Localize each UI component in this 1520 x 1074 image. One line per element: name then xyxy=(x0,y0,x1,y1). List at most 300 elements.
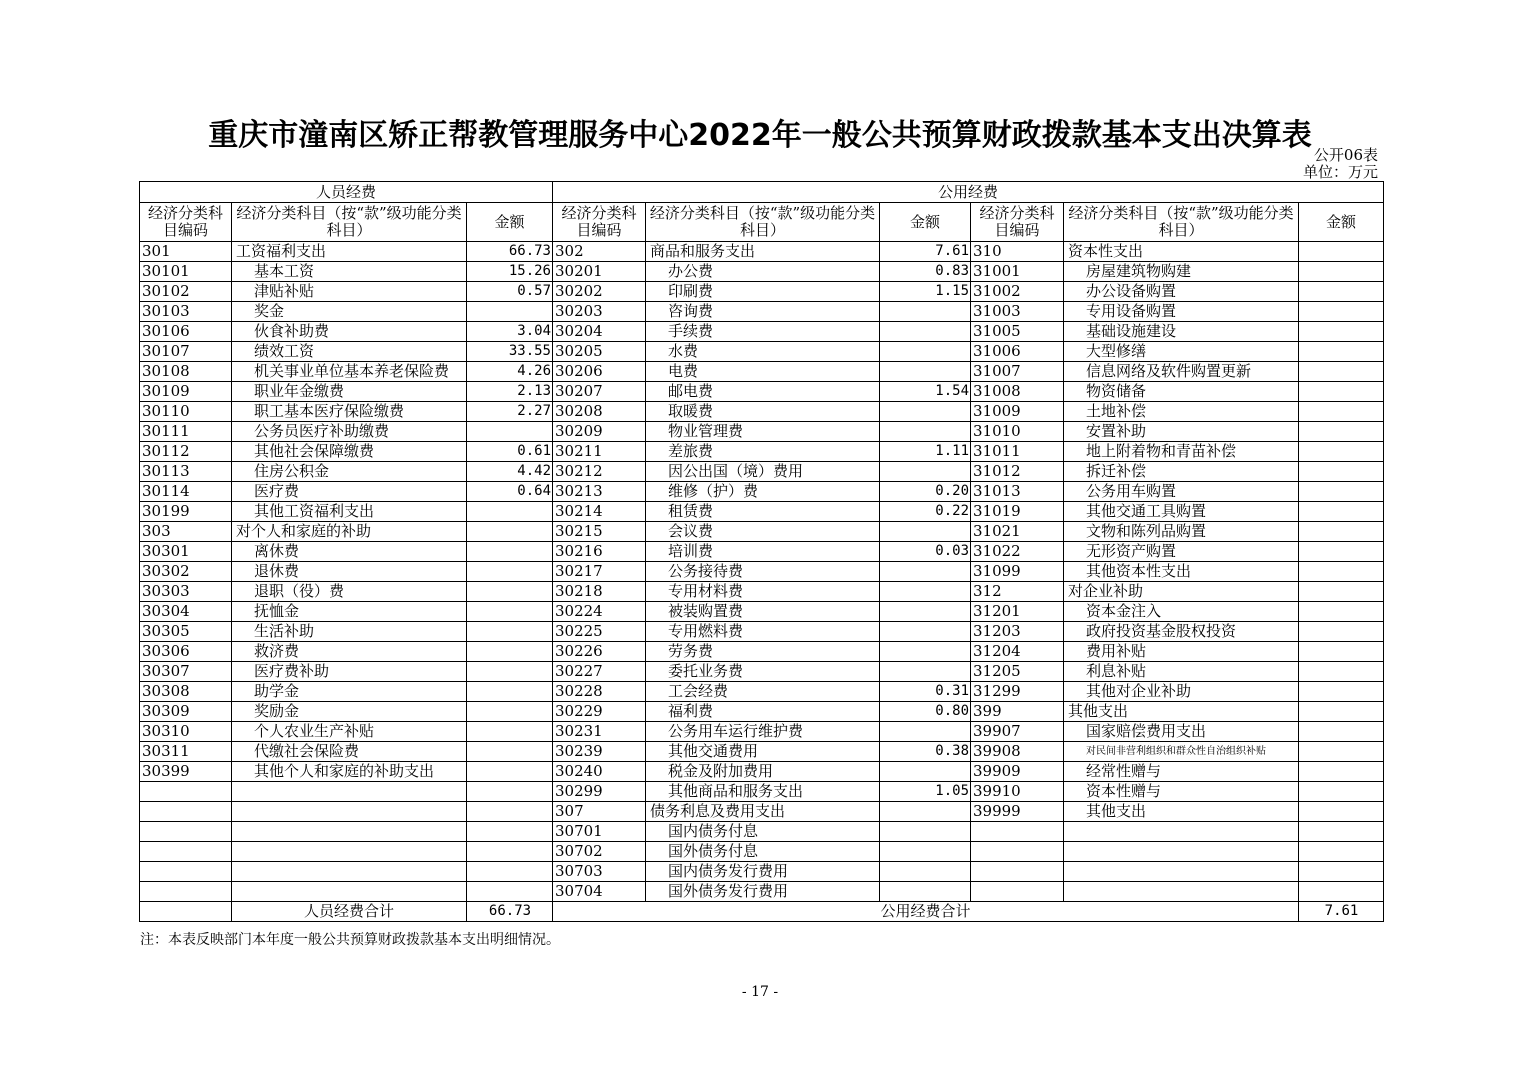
personnel-total-label: 人员经费合计 xyxy=(232,902,467,922)
code-cell: 30303 xyxy=(140,582,232,602)
code-cell: 30239 xyxy=(553,742,646,762)
code-cell: 30216 xyxy=(553,542,646,562)
amount-cell xyxy=(880,802,971,822)
item-name-cell: 其他个人和家庭的补助支出 xyxy=(232,762,467,782)
expenditure-table xyxy=(139,181,1384,922)
amount-cell xyxy=(467,622,553,642)
amount-cell xyxy=(467,642,553,662)
header-code: 经济分类科目编码 xyxy=(140,203,232,242)
amount-cell xyxy=(1299,882,1384,902)
code-cell: 30399 xyxy=(140,762,232,782)
amount-cell xyxy=(1299,822,1384,842)
unit-label: 单位：万元 xyxy=(1302,163,1378,181)
item-name-cell: 安置补助 xyxy=(1064,422,1299,442)
code-cell: 39907 xyxy=(971,722,1064,742)
code-cell xyxy=(140,842,232,862)
code-cell: 31299 xyxy=(971,682,1064,702)
amount-cell xyxy=(467,662,553,682)
amount-cell xyxy=(880,422,971,442)
table-note: 注：本表反映部门本年度一般公共预算财政拨款基本支出明细情况。 xyxy=(140,932,560,948)
item-name-cell: 国外债务付息 xyxy=(646,842,880,862)
item-name-cell: 因公出国（境）费用 xyxy=(646,462,880,482)
amount-cell xyxy=(467,742,553,762)
amount-cell: 1.05 xyxy=(880,782,971,802)
amount-cell xyxy=(467,882,553,902)
amount-cell xyxy=(880,882,971,902)
item-name-cell: 经常性赠与 xyxy=(1064,762,1299,782)
item-name-cell: 培训费 xyxy=(646,542,880,562)
code-cell: 30217 xyxy=(553,562,646,582)
item-name-cell: 奖金 xyxy=(232,302,467,322)
code-cell: 31019 xyxy=(971,502,1064,522)
code-cell: 31007 xyxy=(971,362,1064,382)
item-name-cell: 土地补偿 xyxy=(1064,402,1299,422)
item-name-cell: 大型修缮 xyxy=(1064,342,1299,362)
amount-cell xyxy=(1299,742,1384,762)
amount-cell xyxy=(1299,482,1384,502)
amount-cell xyxy=(1299,462,1384,482)
amount-cell: 0.38 xyxy=(880,742,971,762)
code-cell: 30203 xyxy=(553,302,646,322)
item-name-cell: 其他社会保障缴费 xyxy=(232,442,467,462)
amount-cell xyxy=(1299,662,1384,682)
amount-cell: 4.42 xyxy=(467,462,553,482)
table-row xyxy=(140,502,1384,522)
item-name-cell: 专用材料费 xyxy=(646,582,880,602)
item-name-cell xyxy=(232,802,467,822)
table-row xyxy=(140,282,1384,302)
amount-cell xyxy=(1299,242,1384,262)
code-cell xyxy=(140,862,232,882)
item-name-cell: 其他交通费用 xyxy=(646,742,880,762)
amount-cell xyxy=(1299,642,1384,662)
code-cell: 30704 xyxy=(553,882,646,902)
amount-cell xyxy=(1299,362,1384,382)
item-name-cell: 地上附着物和青苗补偿 xyxy=(1064,442,1299,462)
item-name-cell: 差旅费 xyxy=(646,442,880,462)
amount-cell xyxy=(880,302,971,322)
amount-cell: 1.11 xyxy=(880,442,971,462)
amount-cell: 0.61 xyxy=(467,442,553,462)
item-name-cell xyxy=(1064,882,1299,902)
item-name-cell xyxy=(232,782,467,802)
code-cell: 39909 xyxy=(971,762,1064,782)
amount-cell xyxy=(880,322,971,342)
item-name-cell: 资本金注入 xyxy=(1064,602,1299,622)
amount-cell xyxy=(467,862,553,882)
amount-cell xyxy=(880,602,971,622)
code-cell: 31010 xyxy=(971,422,1064,442)
code-cell xyxy=(971,862,1064,882)
item-name-cell: 工会经费 xyxy=(646,682,880,702)
code-cell: 30110 xyxy=(140,402,232,422)
amount-cell xyxy=(467,582,553,602)
code-cell: 30214 xyxy=(553,502,646,522)
item-name-cell: 对民间非营利组织和群众性自治组织补贴 xyxy=(1064,742,1299,762)
item-name-cell: 国家赔偿费用支出 xyxy=(1064,722,1299,742)
table-row xyxy=(140,842,1384,862)
amount-cell xyxy=(1299,502,1384,522)
header-amount: 金额 xyxy=(1299,203,1384,242)
amount-cell: 0.83 xyxy=(880,262,971,282)
header-code: 经济分类科目编码 xyxy=(971,203,1064,242)
code-cell: 30225 xyxy=(553,622,646,642)
table-row xyxy=(140,402,1384,422)
amount-cell: 0.64 xyxy=(467,482,553,502)
code-cell xyxy=(971,822,1064,842)
code-cell: 31201 xyxy=(971,602,1064,622)
table-row xyxy=(140,702,1384,722)
item-name-cell: 救济费 xyxy=(232,642,467,662)
amount-cell xyxy=(467,722,553,742)
amount-cell: 4.26 xyxy=(467,362,553,382)
table-row xyxy=(140,562,1384,582)
item-name-cell xyxy=(232,862,467,882)
code-cell: 31009 xyxy=(971,402,1064,422)
table-row xyxy=(140,782,1384,802)
code-cell: 30226 xyxy=(553,642,646,662)
public-total-amount: 7.61 xyxy=(1299,902,1384,922)
code-cell: 31012 xyxy=(971,462,1064,482)
item-name-cell xyxy=(1064,862,1299,882)
code-cell: 30211 xyxy=(553,442,646,462)
code-cell: 30114 xyxy=(140,482,232,502)
amount-cell xyxy=(1299,542,1384,562)
amount-cell xyxy=(467,802,553,822)
item-name-cell xyxy=(232,842,467,862)
amount-cell xyxy=(880,362,971,382)
code-cell: 399 xyxy=(971,702,1064,722)
code-cell: 30107 xyxy=(140,342,232,362)
amount-cell xyxy=(880,582,971,602)
item-name-cell: 印刷费 xyxy=(646,282,880,302)
amount-cell xyxy=(467,522,553,542)
item-name-cell: 办公设备购置 xyxy=(1064,282,1299,302)
amount-cell xyxy=(1299,522,1384,542)
amount-cell xyxy=(467,682,553,702)
table-row xyxy=(140,862,1384,882)
code-cell xyxy=(140,782,232,802)
amount-cell xyxy=(1299,442,1384,462)
item-name-cell: 其他工资福利支出 xyxy=(232,502,467,522)
item-name-cell: 国内债务付息 xyxy=(646,822,880,842)
code-cell: 307 xyxy=(553,802,646,822)
amount-cell: 1.15 xyxy=(880,282,971,302)
table-row xyxy=(140,622,1384,642)
amount-cell: 2.13 xyxy=(467,382,553,402)
code-cell: 30311 xyxy=(140,742,232,762)
amount-cell xyxy=(1299,342,1384,362)
item-name-cell: 资本性赠与 xyxy=(1064,782,1299,802)
code-cell: 30111 xyxy=(140,422,232,442)
amount-cell xyxy=(880,462,971,482)
table-row xyxy=(140,302,1384,322)
item-name-cell: 物业管理费 xyxy=(646,422,880,442)
item-name-cell: 职业年金缴费 xyxy=(232,382,467,402)
item-name-cell: 退休费 xyxy=(232,562,467,582)
code-cell: 30240 xyxy=(553,762,646,782)
code-cell xyxy=(971,842,1064,862)
code-cell: 30308 xyxy=(140,682,232,702)
amount-cell xyxy=(880,402,971,422)
table-row xyxy=(140,542,1384,562)
amount-cell xyxy=(1299,862,1384,882)
item-name-cell: 退职（役）费 xyxy=(232,582,467,602)
code-cell: 31205 xyxy=(971,662,1064,682)
table-row xyxy=(140,522,1384,542)
item-name-cell xyxy=(232,882,467,902)
item-name-cell: 无形资产购置 xyxy=(1064,542,1299,562)
totals-row xyxy=(140,902,1384,922)
amount-cell xyxy=(467,762,553,782)
code-cell: 30224 xyxy=(553,602,646,622)
code-cell: 30201 xyxy=(553,262,646,282)
item-name-cell: 政府投资基金股权投资 xyxy=(1064,622,1299,642)
item-name-cell: 医疗费 xyxy=(232,482,467,502)
amount-cell: 7.61 xyxy=(880,242,971,262)
code-cell: 39908 xyxy=(971,742,1064,762)
item-name-cell: 商品和服务支出 xyxy=(646,242,880,262)
code-cell: 30227 xyxy=(553,662,646,682)
code-cell: 39910 xyxy=(971,782,1064,802)
item-name-cell: 资本性支出 xyxy=(1064,242,1299,262)
item-name-cell: 利息补贴 xyxy=(1064,662,1299,682)
item-name-cell: 邮电费 xyxy=(646,382,880,402)
item-name-cell: 其他商品和服务支出 xyxy=(646,782,880,802)
item-name-cell: 其他资本性支出 xyxy=(1064,562,1299,582)
item-name-cell: 机关事业单位基本养老保险费 xyxy=(232,362,467,382)
item-name-cell: 拆迁补偿 xyxy=(1064,462,1299,482)
code-cell: 31203 xyxy=(971,622,1064,642)
header-name: 经济分类科目（按“款”级功能分类科目） xyxy=(1064,203,1299,242)
amount-cell xyxy=(1299,322,1384,342)
item-name-cell: 物资储备 xyxy=(1064,382,1299,402)
code-cell: 30101 xyxy=(140,262,232,282)
item-name-cell: 代缴社会保险费 xyxy=(232,742,467,762)
amount-cell xyxy=(1299,302,1384,322)
item-name-cell: 公务用车购置 xyxy=(1064,482,1299,502)
code-cell: 312 xyxy=(971,582,1064,602)
header-amount: 金额 xyxy=(880,203,971,242)
amount-cell xyxy=(1299,702,1384,722)
item-name-cell: 津贴补贴 xyxy=(232,282,467,302)
amount-cell xyxy=(1299,762,1384,782)
amount-cell: 33.55 xyxy=(467,342,553,362)
item-name-cell: 费用补贴 xyxy=(1064,642,1299,662)
item-name-cell: 其他支出 xyxy=(1064,702,1299,722)
code-cell: 30305 xyxy=(140,622,232,642)
item-name-cell: 抚恤金 xyxy=(232,602,467,622)
item-name-cell: 劳务费 xyxy=(646,642,880,662)
table-row xyxy=(140,582,1384,602)
code-cell: 30204 xyxy=(553,322,646,342)
item-name-cell: 会议费 xyxy=(646,522,880,542)
item-name-cell: 税金及附加费用 xyxy=(646,762,880,782)
amount-cell xyxy=(1299,282,1384,302)
section-public: 公用经费 xyxy=(553,182,1384,203)
code-cell: 31005 xyxy=(971,322,1064,342)
amount-cell xyxy=(1299,722,1384,742)
item-name-cell: 基本工资 xyxy=(232,262,467,282)
item-name-cell: 电费 xyxy=(646,362,880,382)
table-row xyxy=(140,742,1384,762)
item-name-cell: 住房公积金 xyxy=(232,462,467,482)
item-name-cell: 租赁费 xyxy=(646,502,880,522)
code-cell: 31013 xyxy=(971,482,1064,502)
amount-cell xyxy=(880,842,971,862)
code-cell: 31003 xyxy=(971,302,1064,322)
table-row xyxy=(140,762,1384,782)
code-cell: 31002 xyxy=(971,282,1064,302)
page-number: - 17 - xyxy=(741,984,779,1000)
code-cell: 30206 xyxy=(553,362,646,382)
amount-cell: 0.57 xyxy=(467,282,553,302)
code-cell: 30112 xyxy=(140,442,232,462)
code-cell xyxy=(140,882,232,902)
amount-cell xyxy=(1299,422,1384,442)
table-row xyxy=(140,662,1384,682)
amount-cell xyxy=(467,302,553,322)
code-cell: 31022 xyxy=(971,542,1064,562)
amount-cell xyxy=(880,662,971,682)
code-cell: 30231 xyxy=(553,722,646,742)
amount-cell xyxy=(1299,262,1384,282)
table-row xyxy=(140,882,1384,902)
item-name-cell: 维修（护）费 xyxy=(646,482,880,502)
table-row xyxy=(140,642,1384,662)
amount-cell: 0.22 xyxy=(880,502,971,522)
table-row xyxy=(140,822,1384,842)
amount-cell xyxy=(880,862,971,882)
header-code: 经济分类科目编码 xyxy=(553,203,646,242)
item-name-cell: 绩效工资 xyxy=(232,342,467,362)
amount-cell xyxy=(1299,602,1384,622)
amount-cell xyxy=(467,602,553,622)
item-name-cell xyxy=(1064,842,1299,862)
amount-cell: 0.31 xyxy=(880,682,971,702)
code-cell: 31011 xyxy=(971,442,1064,462)
code-cell: 30310 xyxy=(140,722,232,742)
code-cell: 30106 xyxy=(140,322,232,342)
header-name: 经济分类科目（按“款”级功能分类科目） xyxy=(646,203,880,242)
item-name-cell: 公务员医疗补助缴费 xyxy=(232,422,467,442)
code-cell: 30306 xyxy=(140,642,232,662)
item-name-cell: 债务利息及费用支出 xyxy=(646,802,880,822)
code-cell: 30109 xyxy=(140,382,232,402)
item-name-cell: 福利费 xyxy=(646,702,880,722)
table-row xyxy=(140,382,1384,402)
amount-cell xyxy=(467,782,553,802)
table-row xyxy=(140,342,1384,362)
item-name-cell: 信息网络及软件购置更新 xyxy=(1064,362,1299,382)
amount-cell xyxy=(1299,782,1384,802)
code-cell: 30113 xyxy=(140,462,232,482)
code-cell: 30218 xyxy=(553,582,646,602)
header-amount: 金额 xyxy=(467,203,553,242)
table-row xyxy=(140,362,1384,382)
code-cell: 30213 xyxy=(553,482,646,502)
code-cell: 30702 xyxy=(553,842,646,862)
code-cell: 30309 xyxy=(140,702,232,722)
code-cell: 30304 xyxy=(140,602,232,622)
code-cell: 30209 xyxy=(553,422,646,442)
code-cell: 30299 xyxy=(553,782,646,802)
section-personnel: 人员经费 xyxy=(140,182,553,203)
table-row xyxy=(140,802,1384,822)
item-name-cell xyxy=(232,822,467,842)
page-title: 重庆市潼南区矫正帮教管理服务中心2022年一般公共预算财政拨款基本支出决算表 xyxy=(208,118,1312,153)
public-total-label: 公用经费合计 xyxy=(553,902,1299,922)
item-name-cell: 专用燃料费 xyxy=(646,622,880,642)
code-cell: 302 xyxy=(553,242,646,262)
item-name-cell: 房屋建筑物购建 xyxy=(1064,262,1299,282)
item-name-cell: 医疗费补助 xyxy=(232,662,467,682)
code-cell: 31204 xyxy=(971,642,1064,662)
column-header-row xyxy=(140,203,1384,242)
item-name-cell: 咨询费 xyxy=(646,302,880,322)
amount-cell xyxy=(467,562,553,582)
item-name-cell: 奖励金 xyxy=(232,702,467,722)
item-name-cell: 被装购置费 xyxy=(646,602,880,622)
amount-cell xyxy=(1299,802,1384,822)
item-name-cell: 伙食补助费 xyxy=(232,322,467,342)
item-name-cell: 水费 xyxy=(646,342,880,362)
amount-cell xyxy=(880,522,971,542)
table-row xyxy=(140,482,1384,502)
item-name-cell: 手续费 xyxy=(646,322,880,342)
code-cell: 31021 xyxy=(971,522,1064,542)
amount-cell: 0.80 xyxy=(880,702,971,722)
table-row xyxy=(140,322,1384,342)
code-cell: 30208 xyxy=(553,402,646,422)
code-cell xyxy=(971,882,1064,902)
item-name-cell: 文物和陈列品购置 xyxy=(1064,522,1299,542)
code-cell: 30301 xyxy=(140,542,232,562)
code-cell: 39999 xyxy=(971,802,1064,822)
amount-cell xyxy=(1299,622,1384,642)
code-cell: 303 xyxy=(140,522,232,542)
code-cell: 30703 xyxy=(553,862,646,882)
code-cell: 30302 xyxy=(140,562,232,582)
table-code: 公开06表 xyxy=(1313,146,1378,164)
code-cell xyxy=(140,822,232,842)
amount-cell: 66.73 xyxy=(467,242,553,262)
item-name-cell: 基础设施建设 xyxy=(1064,322,1299,342)
code-cell: 30108 xyxy=(140,362,232,382)
item-name-cell: 专用设备购置 xyxy=(1064,302,1299,322)
code-cell: 30229 xyxy=(553,702,646,722)
code-cell: 301 xyxy=(140,242,232,262)
item-name-cell: 委托业务费 xyxy=(646,662,880,682)
amount-cell xyxy=(467,842,553,862)
table-row xyxy=(140,242,1384,262)
table-row xyxy=(140,262,1384,282)
item-name-cell: 个人农业生产补贴 xyxy=(232,722,467,742)
code-cell: 31099 xyxy=(971,562,1064,582)
table-row xyxy=(140,722,1384,742)
amount-cell xyxy=(1299,682,1384,702)
table-row xyxy=(140,602,1384,622)
amount-cell xyxy=(1299,562,1384,582)
item-name-cell: 国外债务发行费用 xyxy=(646,882,880,902)
item-name-cell: 国内债务发行费用 xyxy=(646,862,880,882)
amount-cell xyxy=(467,702,553,722)
amount-cell xyxy=(880,562,971,582)
code-cell: 30199 xyxy=(140,502,232,522)
code-cell: 30212 xyxy=(553,462,646,482)
amount-cell xyxy=(880,622,971,642)
item-name-cell: 其他支出 xyxy=(1064,802,1299,822)
